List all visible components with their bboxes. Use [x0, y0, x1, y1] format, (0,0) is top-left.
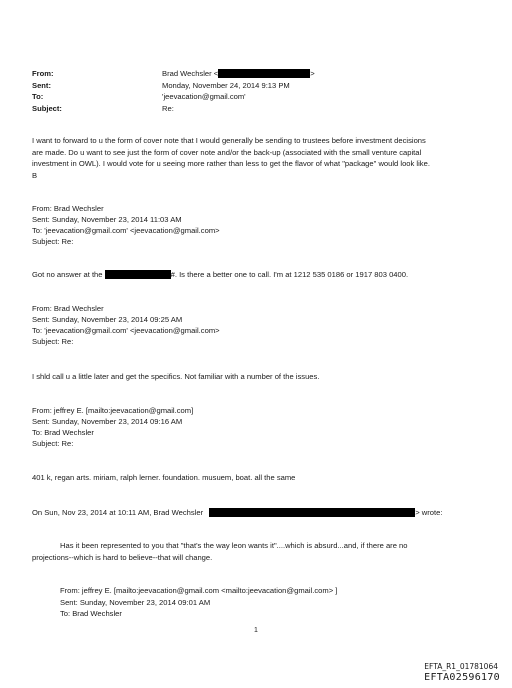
from-value: Brad Wechsler < >	[162, 69, 315, 78]
redaction-bar	[209, 508, 415, 517]
bates-code: EFTA02596170	[424, 672, 500, 683]
msg3-to: To: 'jeevacation@gmail.com' <jeevacation@gmail.com>	[32, 326, 220, 335]
msg2-subject: Subject: Re:	[32, 237, 74, 246]
quote-line: Has it been represented to you that "that's the way leon wants it"....which is absurd...and, if there are no	[60, 541, 408, 550]
msg3-body: I shld call u a little later and get the specifics. Not familiar with a number of the issues.	[32, 372, 320, 381]
msg2-body: Got no answer at the #. Is there a better one to call. I'm at 1212 535 0186 or 1917 803 0400.	[32, 270, 409, 279]
msg4-body: 401 k, regan arts. miriam, ralph lerner. foundation. musuem, boat. all the same	[32, 473, 296, 482]
page-number: 1	[254, 627, 258, 634]
msg3-from: From: Brad Wechsler	[32, 304, 104, 313]
msg2-sent: Sent: Sunday, November 23, 2014 11:03 AM	[32, 215, 182, 224]
body-line: are made. Do u want to see just the form of cover note and/or the back-up (associated with the small venture capital	[32, 148, 422, 157]
msg4-subject: Subject: Re:	[32, 439, 74, 448]
subject-label: Subject:	[32, 104, 62, 113]
from-label: From:	[32, 69, 54, 78]
redaction-bar	[105, 270, 171, 279]
sent-label: Sent:	[32, 81, 51, 90]
to-value: 'jeevacation@gmail.com'	[162, 92, 246, 101]
msg4-to: To: Brad Wechsler	[32, 428, 94, 437]
msg3-sent: Sent: Sunday, November 23, 2014 09:25 AM	[32, 315, 183, 324]
body-line: I want to forward to u the form of cover note that I would generally be sending to trustees before investment decisions	[32, 136, 426, 145]
msg2-from: From: Brad Wechsler	[32, 204, 104, 213]
msg5-from: From: jeffrey E. [mailto:jeevacation@gmail.com <mailto:jeevacation@gmail.com> ]	[60, 586, 338, 595]
to-label: To:	[32, 92, 44, 101]
msg3-subject: Subject: Re:	[32, 337, 74, 346]
quote-intro: On Sun, Nov 23, 2014 at 10:11 AM, Brad Wechsler > wrote:	[32, 508, 443, 517]
quote-line: projections--which is hard to believe--that will change.	[32, 553, 213, 562]
msg2-to: To: 'jeevacation@gmail.com' <jeevacation@gmail.com>	[32, 226, 220, 235]
msg4-sent: Sent: Sunday, November 23, 2014 09:16 AM	[32, 417, 183, 426]
msg5-sent: Sent: Sunday, November 23, 2014 09:01 AM	[60, 598, 211, 607]
msg5-to: To: Brad Wechsler	[60, 609, 122, 618]
msg4-from: From: jeffrey E. [mailto:jeevacation@gmail.com]	[32, 406, 194, 415]
body-signature: B	[32, 171, 38, 180]
bates-code-small: EFTA_R1_01781064	[424, 662, 498, 671]
subject-value: Re:	[162, 104, 174, 113]
redaction-bar	[218, 69, 310, 78]
sent-value: Monday, November 24, 2014 9:13 PM	[162, 81, 290, 90]
body-line: investment in OWL). I would vote for u seeing more rather than less to get the flavor of what "package" would look like.	[32, 159, 430, 168]
